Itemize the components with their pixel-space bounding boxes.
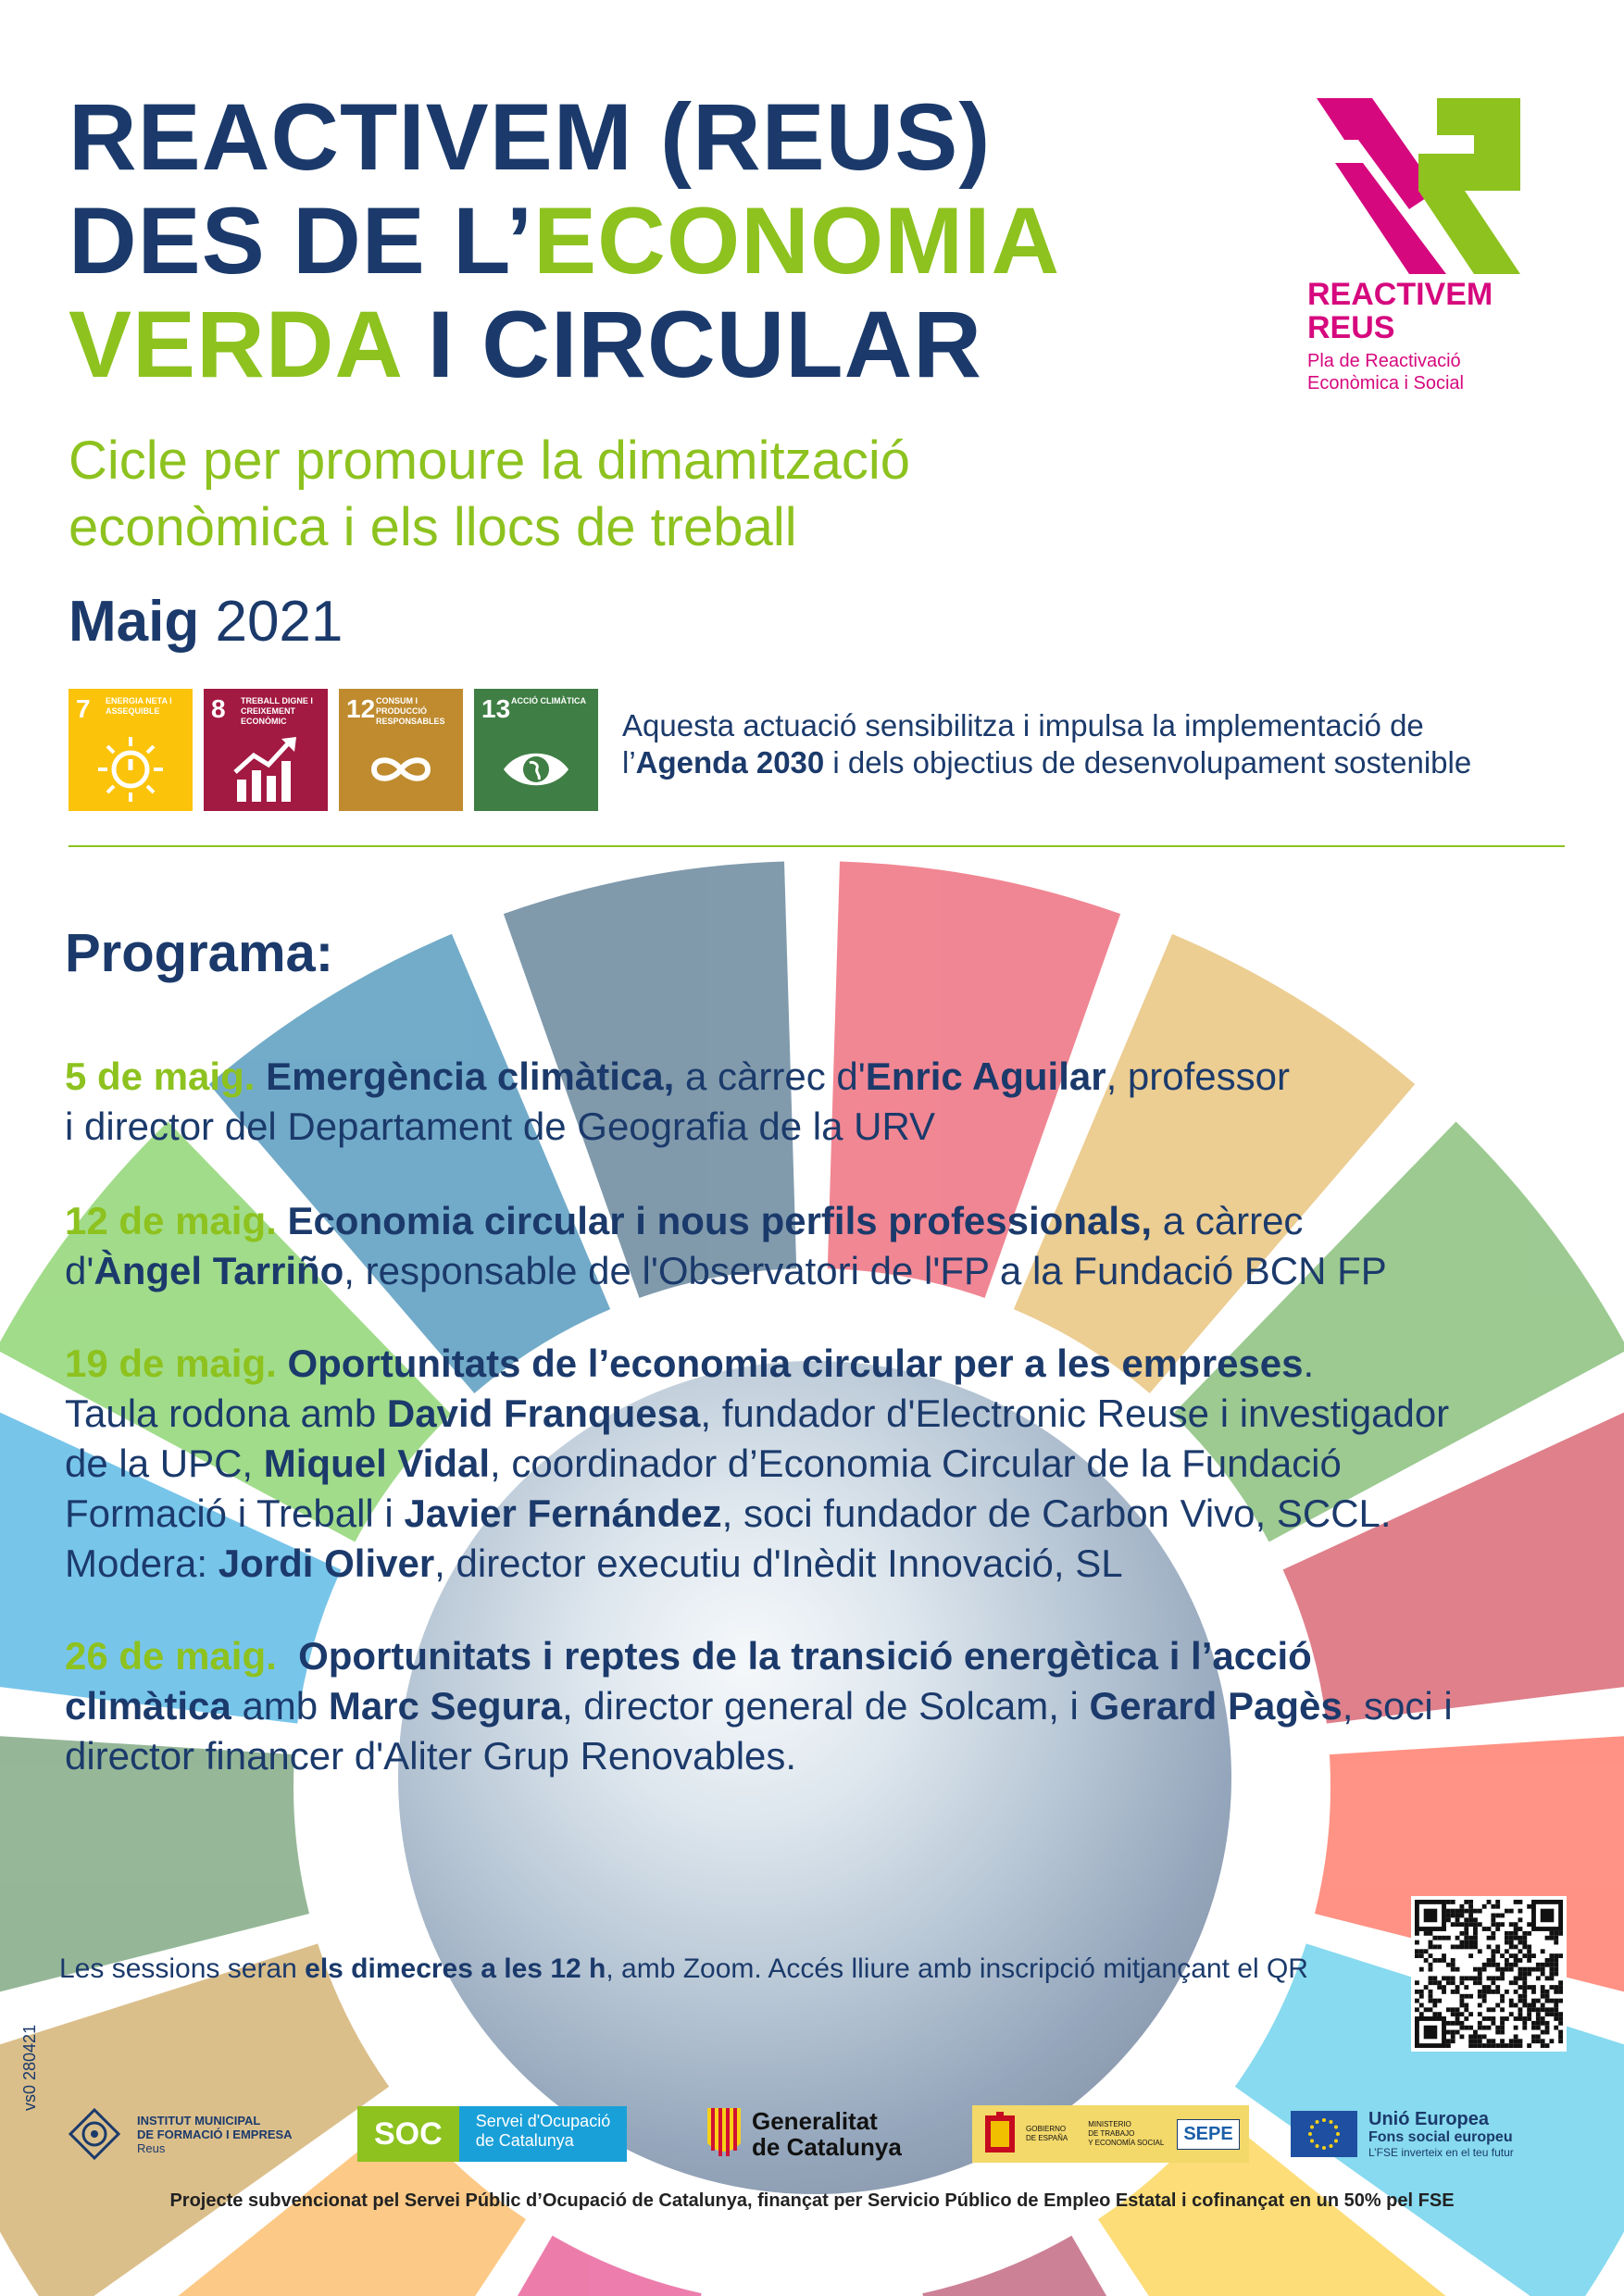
version-code: vs0 280421	[20, 2024, 39, 2111]
speaker-name: Miquel Vidal	[263, 1441, 491, 1485]
speaker-name: Enric Aguilar	[865, 1054, 1106, 1098]
gobierno-line-2: DE ESPAÑA	[1026, 2134, 1068, 2142]
divider	[69, 845, 1565, 847]
soc-line-1: Servei d'Ocupació	[475, 2112, 611, 2130]
sun-power-icon	[96, 735, 165, 804]
item-text: .	[1303, 1341, 1315, 1385]
item-text: a càrrec d'	[674, 1054, 866, 1098]
sdg-tile-12	[339, 689, 463, 811]
generalitat-line-2: de Catalunya	[752, 2133, 902, 2161]
eu-logo	[1291, 2102, 1514, 2166]
infinity-icon	[367, 735, 435, 804]
item-text: , director general de Solcam, i	[561, 1684, 1090, 1728]
growth-chart-icon	[231, 735, 300, 804]
speaker-name: Marc Segura	[328, 1684, 562, 1728]
registration-qr-code[interactable]	[1411, 1896, 1567, 2052]
sdg-tile-7	[69, 689, 193, 811]
item-date: 26 de maig.	[65, 1634, 277, 1678]
item-text: d'	[65, 1249, 94, 1292]
program-item-1	[65, 1052, 1565, 1152]
speaker-name: David Franquesa	[386, 1391, 701, 1435]
speaker-name: Jordi Oliver	[218, 1541, 435, 1585]
senyera-shield-icon	[707, 2108, 741, 2160]
item-topic: Oportunitats i reptes de la transició energètica i l’acció	[298, 1634, 1312, 1678]
item-text: a càrrec	[1152, 1199, 1304, 1242]
imfe-logo	[69, 2102, 293, 2166]
item-topic: Emergència climàtica,	[266, 1054, 675, 1098]
sdg-number: 13	[481, 694, 511, 723]
eu-flag-icon	[1291, 2111, 1357, 2157]
eu-line-1: Unió Europea	[1368, 2109, 1490, 2129]
spain-coat-of-arms-icon	[981, 2110, 1018, 2158]
page-title	[69, 85, 1060, 396]
imfe-emblem-icon	[69, 2108, 120, 2160]
soc-logo	[357, 2102, 627, 2166]
date-month: Maig	[69, 590, 200, 654]
imfe-line-3: Reus	[137, 2140, 166, 2155]
sdg-label: TREBALL DIGNE I CREIXEMENT ECONÒMIC	[241, 696, 313, 726]
reactivem-logo-icon	[1307, 89, 1548, 274]
sdg-number: 7	[76, 694, 91, 723]
eu-line-3: L’FSE inverteix en el teu futur	[1368, 2146, 1514, 2159]
item-text: Formació i Treball i	[65, 1491, 405, 1535]
sessions-bold: els dimecres a les 12 h	[305, 1953, 606, 1984]
imfe-line-2: DE FORMACIÓ I EMPRESA	[137, 2127, 293, 2141]
date-year: 2021	[199, 590, 344, 654]
title-line-2a: DES DE L’	[69, 188, 534, 293]
item-text: Modera:	[65, 1541, 219, 1585]
soc-line-2: de Catalunya	[475, 2131, 574, 2150]
speaker-name: Gerard Pagès	[1089, 1684, 1343, 1728]
item-topic: climàtica	[65, 1684, 231, 1728]
sdg-number: 12	[346, 694, 376, 723]
item-text: Taula rodona amb	[65, 1391, 387, 1435]
item-topic: Oportunitats de l’economia circular per a les empreses	[287, 1341, 1304, 1385]
brand-name-line-1: REACTIVEM	[1307, 277, 1493, 312]
item-text: amb	[231, 1684, 329, 1728]
agenda-post: i dels objectius de desenvolupament sostenible	[824, 745, 1472, 780]
program-item-3	[65, 1339, 1565, 1589]
generalitat-logo	[707, 2102, 902, 2166]
eye-globe-icon	[502, 735, 570, 804]
item-text: , director executiu d'Inèdit Innovació, SL	[434, 1541, 1123, 1585]
sdg-number: 8	[211, 694, 226, 723]
item-text: , professor	[1106, 1054, 1291, 1098]
item-text: , coordinador d’Economia Circular de la Fundació	[490, 1441, 1342, 1485]
sdg-label: CONSUM I PRODUCCIÓ RESPONSABLES	[376, 696, 445, 726]
item-text: , soci i	[1342, 1684, 1453, 1728]
ministerio-line-3: Y ECONOMÍA SOCIAL	[1088, 2139, 1165, 2147]
brand-tagline	[1307, 350, 1464, 394]
sdg-tile-13	[474, 689, 598, 811]
item-text: , soci fundador de Carbon Vivo, SCCL.	[721, 1491, 1392, 1535]
title-line-1: REACTIVEM (REUS)	[69, 84, 992, 190]
funding-footnote: Projecte subvencionat pel Servei Públic d’Ocupació de Catalunya, finançat per Servicio Público de Empleo Estatal i cofinançat en un 50% pel FSE	[169, 2190, 1455, 2211]
subtitle-line-2: econòmica i els llocs de treball	[69, 497, 797, 557]
sessions-pre: Les sessions seran	[59, 1953, 306, 1984]
subtitle-line-1: Cicle per promoure la dimamització	[69, 430, 910, 491]
item-text: de la UPC,	[65, 1441, 264, 1485]
sdg-label: ENERGIA NETA I ASSEQUIBLE	[106, 696, 172, 716]
speaker-name: Àngel Tarriño	[94, 1249, 344, 1292]
brand-name-line-2: REUS	[1307, 310, 1395, 345]
item-text: , fundador d'Electronic Reuse i investigador	[700, 1391, 1450, 1435]
item-date: 12 de maig.	[65, 1199, 277, 1242]
program-heading: Programa:	[65, 923, 334, 983]
title-line-2b: ECONOMIA	[533, 188, 1061, 293]
brand-tagline-line-1: Pla de Reactivació	[1307, 351, 1461, 371]
item-date: 5 de maig.	[65, 1054, 256, 1098]
generalitat-line-1: Generalitat	[752, 2107, 878, 2135]
item-text: director financer d'Aliter Grup Renovables.	[65, 1734, 797, 1778]
ministerio-line-2: DE TRABAJO	[1088, 2129, 1135, 2138]
eu-line-2: Fons social europeu	[1368, 2129, 1513, 2145]
sessions-info	[59, 1953, 1383, 1985]
agenda-2030-note	[622, 707, 1567, 781]
spacer	[255, 1054, 266, 1098]
sepe-label: SEPE	[1177, 2119, 1239, 2150]
agenda-bold: Agenda 2030	[635, 745, 825, 780]
ministerio-line-1: MINISTERIO	[1088, 2120, 1131, 2128]
item-text: i director del Departament de Geografia de la URV	[65, 1104, 936, 1148]
speaker-name: Javier Fernández	[404, 1491, 722, 1535]
program-item-4	[65, 1631, 1565, 1781]
title-line-3b: I CIRCULAR	[400, 292, 982, 397]
sdg-tile-8	[204, 689, 328, 811]
item-date: 19 de maig.	[65, 1341, 277, 1385]
agenda-line-1: Aquesta actuació sensibilitza i impulsa la implementació de	[622, 708, 1424, 742]
program-item-2	[65, 1196, 1565, 1296]
imfe-line-1: INSTITUT MUNICIPAL	[137, 2113, 261, 2128]
item-text: , responsable de l'Observatori de l'FP a la Fundació BCN FP	[344, 1249, 1387, 1292]
event-date	[69, 589, 343, 655]
gobierno-espana-logo	[972, 2102, 1249, 2166]
item-topic: Economia circular i nous perfils professionals,	[287, 1199, 1153, 1242]
sdg-label: ACCIÓ CLIMÀTICA	[511, 696, 586, 705]
subtitle	[69, 428, 910, 561]
agenda-pre: l’	[622, 745, 636, 780]
brand-name	[1307, 278, 1493, 344]
brand-tagline-line-2: Econòmica i Social	[1307, 373, 1464, 393]
sessions-post: , amb Zoom. Accés lliure amb inscripció mitjançant el QR	[606, 1953, 1308, 1984]
title-line-3a: VERDA	[69, 292, 401, 397]
soc-short: SOC	[357, 2106, 459, 2162]
gobierno-line-1: GOBIERNO	[1026, 2125, 1067, 2133]
